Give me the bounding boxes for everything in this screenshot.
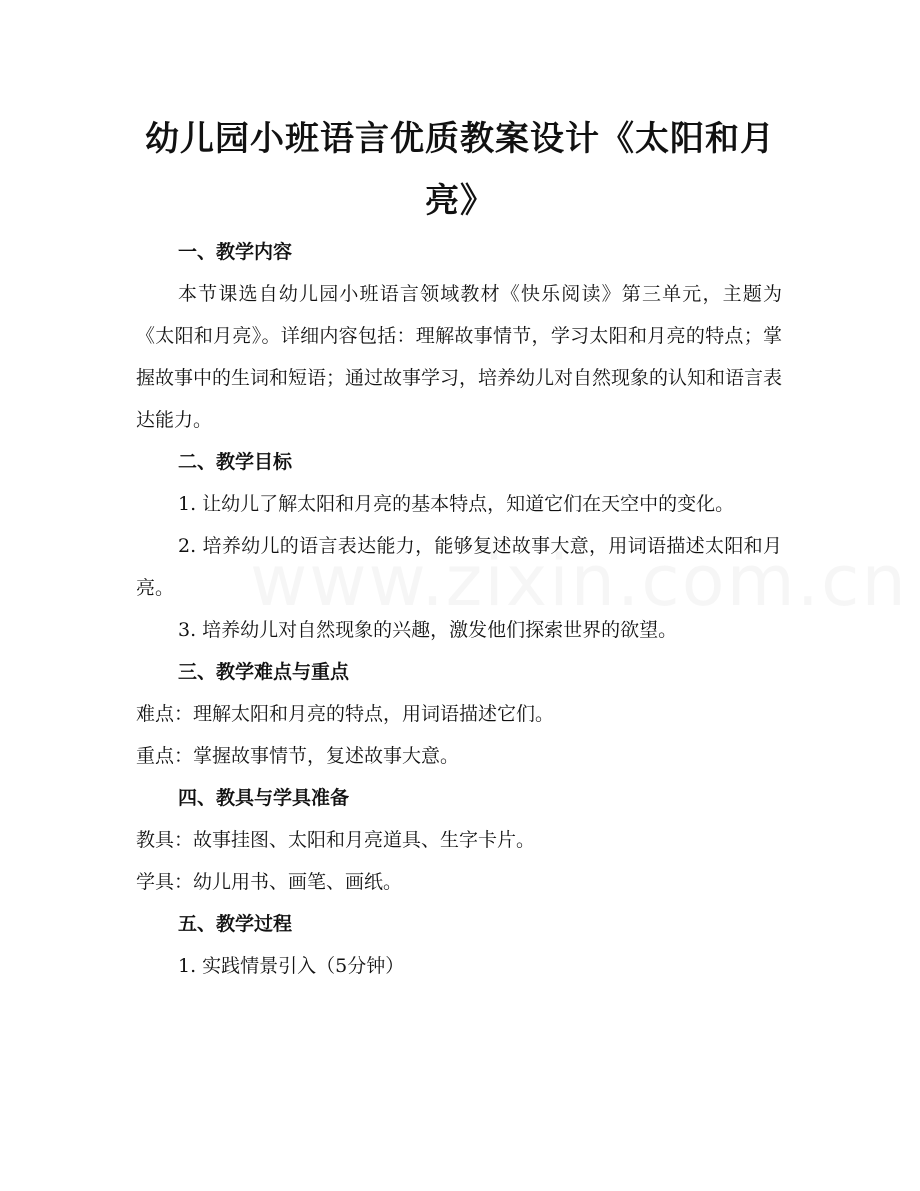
paragraph: 教具：故事挂图、太阳和月亮道具、生字卡片。 <box>136 829 536 851</box>
section-teaching-content <box>136 231 782 441</box>
section-heading: 三、教学难点与重点 <box>178 661 350 683</box>
section-heading: 一、教学内容 <box>178 241 293 263</box>
section-key-points <box>136 651 782 777</box>
paragraph: 2. 培养幼儿的语言表达能力，能够复述故事大意，用词语描述太阳和月亮。 <box>136 535 782 599</box>
section-heading: 四、教具与学具准备 <box>178 787 350 809</box>
page-title: 幼儿园小班语言优质教案设计《太阳和月亮》 <box>145 119 775 221</box>
document-body <box>136 231 782 987</box>
paragraph: 重点：掌握故事情节，复述故事大意。 <box>136 745 460 767</box>
paragraph: 学具：幼儿用书、画笔、画纸。 <box>136 871 403 893</box>
paragraph: 1. 让幼儿了解太阳和月亮的基本特点，知道它们在天空中的变化。 <box>178 493 735 515</box>
section-heading: 五、教学过程 <box>178 913 293 935</box>
section-materials <box>136 777 782 903</box>
paragraph: 本节课选自幼儿园小班语言领域教材《快乐阅读》第三单元，主题为《太阳和月亮》。详细内容包括：理解故事情节，学习太阳和月亮的特点；掌握故事中的生词和短语；通过故事学习，培养幼儿对自然现象的认知和语言表达能力。 <box>136 283 783 431</box>
paragraph: 1. 实践情景引入（5分钟） <box>178 955 405 977</box>
paragraph: 3. 培养幼儿对自然现象的兴趣，激发他们探索世界的欲望。 <box>178 619 678 641</box>
section-heading: 二、教学目标 <box>178 451 293 473</box>
paragraph: 难点：理解太阳和月亮的特点，用词语描述它们。 <box>136 703 555 725</box>
section-process <box>136 903 782 987</box>
section-teaching-goals <box>136 441 782 651</box>
